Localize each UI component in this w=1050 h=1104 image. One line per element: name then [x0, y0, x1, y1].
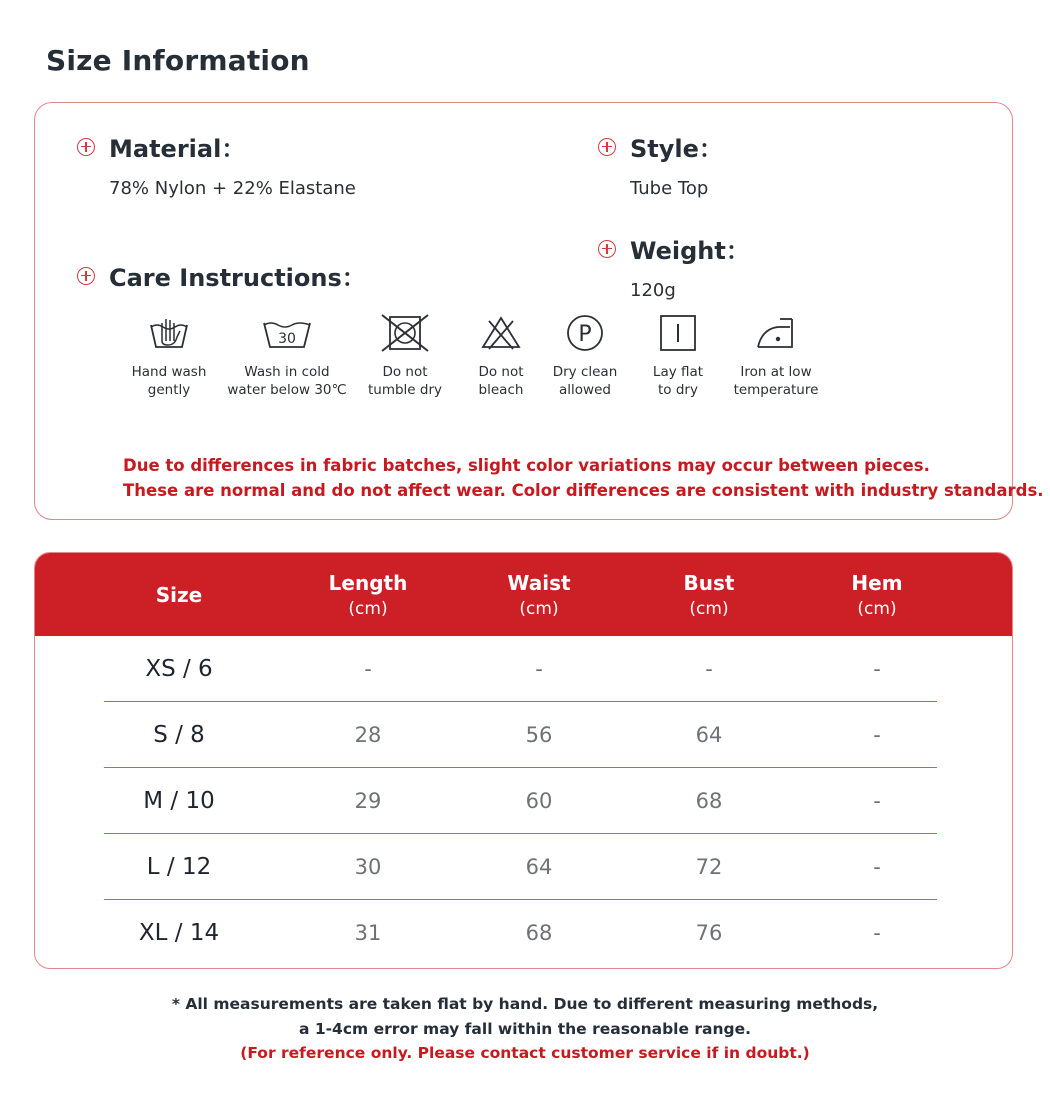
color-variation-notice: [123, 453, 1044, 503]
table-row: [35, 702, 1012, 768]
waist-cell: 56: [525, 723, 553, 747]
care-item-wash-30: [227, 313, 347, 399]
length-cell: 31: [354, 921, 382, 945]
care-item-hand-wash: [109, 313, 229, 399]
header-length: Length (cm): [328, 570, 408, 619]
bust-cell: -: [705, 657, 713, 681]
header-size: Size: [155, 582, 203, 607]
footnote-reference-line: (For reference only. Please contact customer service if in doubt.): [240, 1044, 810, 1062]
hem-cell: -: [873, 657, 881, 681]
hand-wash-icon: [147, 313, 191, 353]
hem-cell: -: [873, 723, 881, 747]
material-section: [77, 129, 356, 199]
care-title: Care Instructions：: [109, 264, 366, 292]
weight-title: Weight：: [630, 237, 750, 265]
hem-cell: -: [873, 921, 881, 945]
care-section: [77, 258, 366, 293]
size-cell: XL / 14: [138, 920, 220, 946]
measurement-footnote: [0, 992, 1050, 1066]
product-info-panel: [34, 102, 1044, 520]
waist-cell: 68: [525, 921, 553, 945]
length-cell: 29: [354, 789, 382, 813]
header-bust: Bust (cm): [683, 570, 735, 619]
lay-flat-dry-icon: [656, 313, 700, 353]
bust-cell: 64: [695, 723, 723, 747]
care-label: Dry clean allowed: [552, 364, 618, 398]
plus-circle-icon: [598, 240, 616, 258]
length-cell: 30: [354, 855, 382, 879]
material-value: 78% Nylon + 22% Elastane: [109, 178, 356, 199]
size-cell: L / 12: [146, 854, 212, 880]
care-label: Hand wash gently: [131, 364, 207, 398]
care-label: Wash in cold water below 30℃: [227, 364, 347, 398]
notice-line: These are normal and do not affect wear. Color differences are consistent with industry standards.: [123, 481, 1044, 500]
style-section: [598, 129, 723, 199]
care-symbols: [105, 313, 825, 413]
bust-cell: 72: [695, 855, 723, 879]
care-label: Do not bleach: [478, 364, 524, 398]
table-row: [35, 834, 1012, 900]
size-cell: XS / 6: [145, 656, 213, 682]
care-item-iron-low: [716, 313, 836, 399]
material-title: Material：: [109, 135, 246, 163]
page-title: Size Information: [46, 44, 310, 77]
svg-text:30: 30: [278, 331, 296, 347]
dry-clean-icon: [563, 313, 607, 353]
bust-cell: 68: [695, 789, 723, 813]
table-row: [35, 768, 1012, 834]
header-waist: Waist (cm): [507, 570, 571, 619]
hem-cell: -: [873, 855, 881, 879]
waist-cell: 60: [525, 789, 553, 813]
style-title: Style：: [630, 135, 723, 163]
footnote-line: * All measurements are taken flat by hand. Due to different measuring methods,: [171, 995, 879, 1013]
header-hem: Hem (cm): [851, 570, 903, 619]
no-tumble-dry-icon: [380, 313, 430, 353]
length-cell: -: [364, 657, 372, 681]
weight-value: 120g: [630, 280, 676, 301]
size-cell: S / 8: [153, 722, 205, 748]
weight-section: [598, 231, 750, 301]
iron-low-icon: [752, 313, 800, 353]
bust-cell: 76: [695, 921, 723, 945]
care-label: Lay flat to dry: [652, 364, 704, 398]
notice-line: Due to differences in fabric batches, slight color variations may occur between pieces.: [123, 456, 930, 475]
svg-text:P: P: [578, 322, 592, 347]
length-cell: 28: [354, 723, 382, 747]
plus-circle-icon: [598, 138, 616, 156]
wash-30-icon: [260, 313, 314, 353]
care-label: Do not tumble dry: [367, 364, 443, 398]
plus-circle-icon: [77, 138, 95, 156]
waist-cell: 64: [525, 855, 553, 879]
no-bleach-icon: [479, 313, 523, 353]
table-row: [35, 636, 1012, 702]
plus-circle-icon: [77, 267, 95, 285]
size-table: [34, 552, 1013, 969]
hem-cell: -: [873, 789, 881, 813]
footnote-line: a 1-4cm error may fall within the reasonable range.: [298, 1019, 752, 1038]
style-value: Tube Top: [630, 178, 709, 199]
table-header: [35, 553, 1012, 636]
care-label: Iron at low temperature: [733, 364, 819, 398]
waist-cell: -: [535, 657, 543, 681]
table-row: [35, 900, 1012, 966]
size-cell: M / 10: [143, 788, 215, 814]
